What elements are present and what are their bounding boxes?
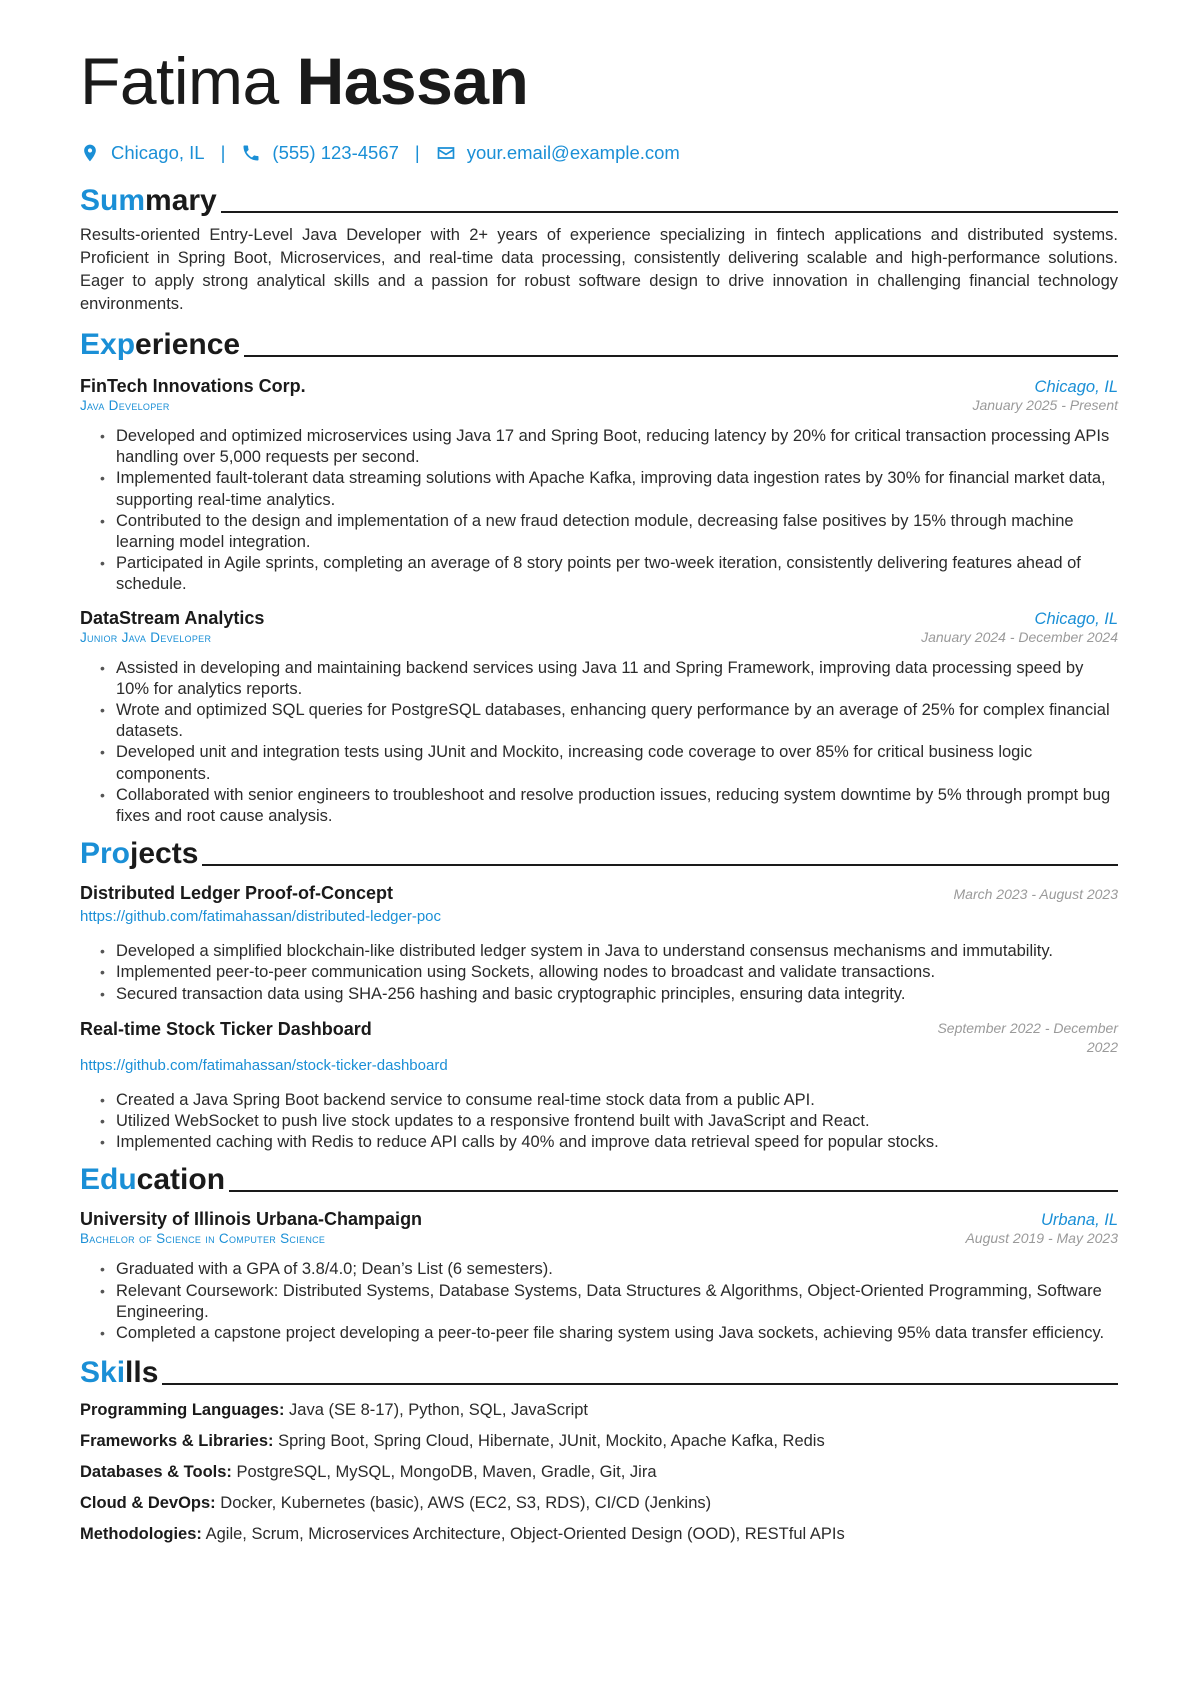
section-rule (229, 1190, 1118, 1192)
job-title: Java Developer (80, 398, 170, 413)
skill-row (80, 1399, 1118, 1421)
section-experience (80, 322, 1118, 362)
skill-label: Methodologies: (80, 1525, 202, 1544)
skill-row (80, 1492, 1118, 1514)
school-name: University of Illinois Urbana-Champaign (80, 1209, 423, 1230)
job-location: Chicago, IL (1034, 609, 1118, 628)
school-location: Urbana, IL (1040, 1211, 1118, 1230)
project-title: Real-time Stock Ticker Dashboard (80, 1018, 372, 1039)
job-dates: January 2024 - December 2024 (921, 628, 1118, 645)
project-title: Distributed Ledger Proof-of-Concept (80, 883, 393, 904)
envelope-icon (436, 143, 456, 163)
bullet-item: • Relevant Coursework: Distributed Systems, Database Systems, Data Structures & Algorithms, Object-Oriented Programming, Software Engineering. (116, 1281, 1118, 1323)
section-title-education: Education (80, 1163, 226, 1197)
skills-list (80, 1399, 1118, 1545)
skill-row (80, 1523, 1118, 1545)
project-dates: March 2023 - August 2023 (953, 886, 1118, 903)
skill-value: PostgreSQL, MySQL, MongoDB, Maven, Gradle, Git, Jira (236, 1463, 657, 1482)
bullet-item: • Contributed to the design and implementation of a new fraud detection module, decreasing false positives by 15% through machine learning model integration. (116, 511, 1118, 553)
section-skills (80, 1350, 1118, 1390)
bullet-item: • Implemented peer-to-peer communication using Sockets, allowing nodes to broadcast and validate transactions. (116, 962, 1118, 983)
company-name: DataStream Analytics (80, 607, 265, 628)
skill-value: Agile, Scrum, Microservices Architecture, Object-Oriented Design (OOD), RESTful APIs (205, 1525, 845, 1544)
contact-location (80, 142, 205, 164)
project-entry (80, 883, 1118, 1005)
section-education (80, 1157, 1118, 1197)
bullet-list (80, 1259, 1118, 1344)
contact-bar (80, 138, 1118, 168)
section-summary (80, 178, 1118, 218)
bullet-item: • Wrote and optimized SQL queries for PostgreSQL databases, enhancing query performance by an average of 25% for complex financial datasets. (116, 700, 1118, 742)
education-dates: August 2019 - May 2023 (965, 1230, 1118, 1247)
email-link[interactable]: your.email@example.com (466, 142, 680, 163)
section-title-skills: Skills (80, 1356, 159, 1390)
job-location: Chicago, IL (1034, 378, 1118, 396)
contact-separator: | (220, 142, 226, 163)
skill-row (80, 1430, 1118, 1452)
skill-label: Cloud & DevOps: (80, 1494, 216, 1513)
bullet-list (80, 426, 1118, 596)
bullet-item: • Utilized WebSocket to push live stock updates to a responsive frontend built with JavaScript and React. (116, 1111, 1118, 1132)
bullet-item: • Completed a capstone project developing a peer-to-peer file sharing system using Java sockets, achieving 95% data transfer efficiency. (116, 1323, 1118, 1344)
project-dates: September 2022 - December 2022 (937, 1019, 1118, 1055)
candidate-name (80, 38, 1118, 124)
contact-separator: | (414, 142, 420, 163)
map-pin-icon (80, 143, 100, 163)
bullet-item: • Implemented caching with Redis to reduce API calls by 40% and improve data retrieval speed for popular stocks. (116, 1132, 1118, 1153)
bullet-item: • Collaborated with senior engineers to troubleshoot and resolve production issues, reducing system downtime by 5% through prompt bug fixes and root cause analysis. (116, 785, 1118, 827)
contact-phone[interactable] (241, 142, 399, 164)
bullet-item: • Secured transaction data using SHA-256 hashing and basic cryptographic principles, ensuring data integrity. (116, 984, 1118, 1005)
bullet-item: • Graduated with a GPA of 3.8/4.0; Dean’s List (6 semesters). (116, 1259, 1118, 1280)
section-rule (162, 1383, 1118, 1385)
bullet-item: • Implemented fault-tolerant data streaming solutions with Apache Kafka, improving data ingestion rates by 30% for financial market data, supporting real-time analytics. (116, 468, 1118, 510)
first-name: Fatima (80, 44, 279, 118)
skill-value: Spring Boot, Spring Cloud, Hibernate, JUnit, Mockito, Apache Kafka, Redis (278, 1432, 825, 1451)
bullet-item: • Assisted in developing and maintaining backend services using Java 11 and Spring Framework, improving data processing speed by 10% for analytics reports. (116, 658, 1118, 700)
phone-icon (241, 143, 261, 163)
degree: Bachelor of Science in Computer Science (80, 1231, 326, 1247)
skill-value: Docker, Kubernetes (basic), AWS (EC2, S3, RDS), CI/CD (Jenkins) (220, 1494, 712, 1513)
company-name: FinTech Innovations Corp. (80, 376, 306, 396)
section-rule (244, 355, 1118, 357)
section-title-projects: Projects (80, 837, 199, 871)
location-text: Chicago, IL (111, 142, 205, 163)
bullet-list (80, 1090, 1118, 1154)
bullet-item: • Developed and optimized microservices using Java 17 and Spring Boot, reducing latency by 20% for critical transaction processing APIs handling over 5,000 requests per second. (116, 426, 1118, 468)
section-projects (80, 831, 1118, 871)
bullet-item: • Developed unit and integration tests using JUnit and Mockito, increasing code coverage to over 85% for critical business logic components. (116, 742, 1118, 784)
bullet-list (80, 941, 1118, 1005)
section-rule (202, 864, 1118, 866)
job-dates: January 2025 - Present (972, 397, 1118, 413)
section-rule (221, 211, 1118, 213)
experience-entry (80, 376, 1118, 596)
project-link[interactable]: https://github.com/fatimahassan/stock-ticker-dashboard (80, 1056, 448, 1074)
contact-email[interactable] (436, 142, 680, 164)
skill-value: Java (SE 8-17), Python, SQL, JavaScript (289, 1401, 589, 1420)
bullet-item: • Participated in Agile sprints, completing an average of 8 story points per two-week iteration, consistently delivering features ahead of schedule. (116, 553, 1118, 595)
skill-label: Frameworks & Libraries: (80, 1432, 274, 1451)
bullet-item: • Developed a simplified blockchain-like distributed ledger system in Java to understand consensus mechanisms and immutability. (116, 941, 1118, 962)
bullet-item: • Created a Java Spring Boot backend service to consume real-time stock data from a public API. (116, 1090, 1118, 1111)
section-title-summary: Summary (80, 184, 217, 217)
project-entry (80, 1019, 1118, 1154)
experience-entry (80, 608, 1118, 828)
education-entry (80, 1209, 1118, 1344)
skill-label: Programming Languages: (80, 1401, 285, 1420)
job-title: Junior Java Developer (80, 629, 212, 645)
phone-text: (555) 123-4567 (272, 142, 399, 163)
last-name: Hassan (296, 44, 529, 118)
bullet-list (80, 658, 1118, 828)
project-link[interactable]: https://github.com/fatimahassan/distributed-ledger-poc (80, 908, 442, 926)
skill-row (80, 1461, 1118, 1483)
section-title-experience: Experience (80, 328, 241, 361)
skill-label: Databases & Tools: (80, 1463, 232, 1482)
summary-text: Results-oriented Entry-Level Java Developer with 2+ years of experience specializing in fintech applications and distributed systems. Proficient in Spring Boot, Microservices, and real-time data processing, consistently delivering scalable and high-performance solutions. Eager to apply strong analytical skills and a passion for robust software design to drive innovation in challenging financial technology environments. (80, 226, 1118, 313)
